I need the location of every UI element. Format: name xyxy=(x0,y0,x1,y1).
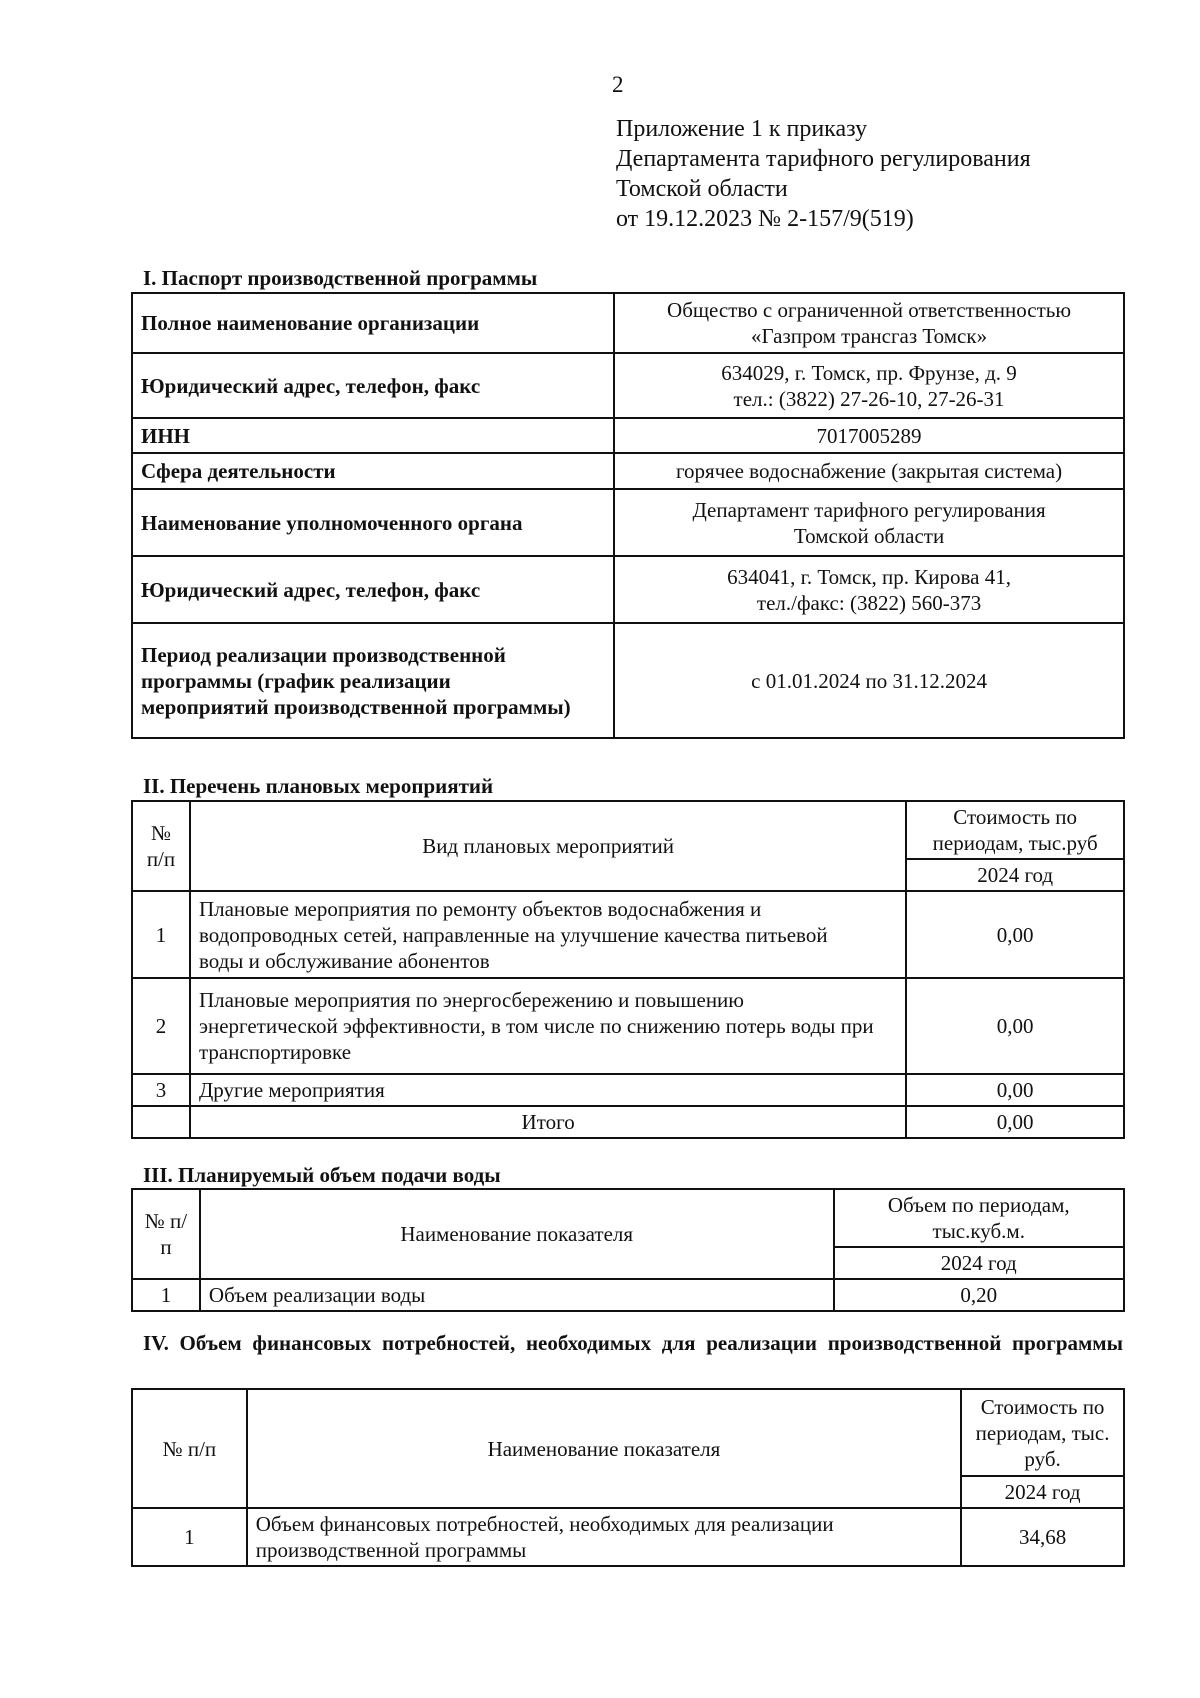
appendix-line: Томской области xyxy=(616,176,788,202)
total-empty xyxy=(132,1106,190,1138)
header-year: 2024 год xyxy=(961,1476,1124,1508)
row-value: 0,00 xyxy=(906,978,1124,1074)
row-name: Плановые мероприятия по ремонту объектов водоснабжения и водопроводных сетей, направленные на улучшение качества питьевой воды и обслуживание абонентов xyxy=(190,891,906,978)
row-value: 634029, г. Томск, пр. Фрунзе, д. 9 тел.: (3822) 27-26-10, 27-26-31 xyxy=(614,353,1124,418)
table-row xyxy=(132,489,1124,556)
total-row xyxy=(132,1106,1124,1138)
table-row xyxy=(132,418,1124,453)
row-label: Юридический адрес, телефон, факс xyxy=(132,556,614,623)
table-row xyxy=(132,293,1124,353)
row-value: Департамент тарифного регулирования Томской области xyxy=(614,489,1124,556)
appendix-header xyxy=(616,114,1031,234)
header-cost: Объем по периодам, тыс.куб.м. xyxy=(834,1189,1125,1247)
row-num: 3 xyxy=(132,1074,190,1106)
header-year: 2024 год xyxy=(834,1247,1125,1279)
table-row xyxy=(132,891,1124,978)
passport-table xyxy=(131,292,1125,739)
table-row xyxy=(132,1508,1124,1566)
row-label: Наименование уполномоченного органа xyxy=(132,489,614,556)
table-header-row xyxy=(132,1189,1124,1247)
row-name: Объем финансовых потребностей, необходимых для реализации производственной программы xyxy=(247,1508,961,1566)
financial-needs-table xyxy=(131,1388,1125,1567)
row-value: 634041, г. Томск, пр. Кирова 41, тел./факс: (3822) 560-373 xyxy=(614,556,1124,623)
row-label: Период реализации производственной программы (график реализации мероприятий производственной программы) xyxy=(132,623,614,738)
header-cost: Стоимость по периодам, тыс.руб xyxy=(906,801,1124,859)
appendix-line: от 19.12.2023 № 2-157/9(519) xyxy=(616,206,914,232)
section-2-title: II. Перечень плановых мероприятий xyxy=(143,774,494,798)
row-name: Другие мероприятия xyxy=(190,1074,906,1106)
row-name: Объем реализации воды xyxy=(200,1279,834,1311)
section-3-title: III. Планируемый объем подачи воды xyxy=(143,1163,501,1187)
row-label: Сфера деятельности xyxy=(132,453,614,489)
section-4-title: IV. Объем финансовых потребностей, необходимых для реализации производственной программы xyxy=(143,1331,1123,1355)
row-value: с 01.01.2024 по 31.12.2024 xyxy=(614,623,1124,738)
header-cost: Стоимость по периодам, тыс. руб. xyxy=(961,1389,1124,1476)
row-label: Юридический адрес, телефон, факс xyxy=(132,353,614,418)
header-num: № п/п xyxy=(132,801,190,891)
section-1-title: I. Паспорт производственной программы xyxy=(143,266,538,290)
table-row xyxy=(132,978,1124,1074)
row-value: 0,00 xyxy=(906,1074,1124,1106)
table-header-row xyxy=(132,1389,1124,1476)
row-num: 2 xyxy=(132,978,190,1074)
row-value: 0,00 xyxy=(906,891,1124,978)
row-label: ИНН xyxy=(132,418,614,453)
header-name: Наименование показателя xyxy=(247,1389,961,1508)
total-value: 0,00 xyxy=(906,1106,1124,1138)
header-name: Вид плановых мероприятий xyxy=(190,801,906,891)
table-row xyxy=(132,453,1124,489)
measures-table xyxy=(131,800,1125,1139)
header-num: № п/п xyxy=(132,1189,200,1279)
table-row xyxy=(132,353,1124,418)
table-row xyxy=(132,623,1124,738)
header-year: 2024 год xyxy=(906,859,1124,891)
row-value: 7017005289 xyxy=(614,418,1124,453)
row-num: 1 xyxy=(132,1279,200,1311)
row-name: Плановые мероприятия по энергосбережению и повышению энергетической эффективности, в том числе по снижению потерь воды при транспортировке xyxy=(190,978,906,1074)
table-row xyxy=(132,1279,1124,1311)
appendix-line: Департамента тарифного регулирования xyxy=(616,146,1031,172)
row-label: Полное наименование организации xyxy=(132,293,614,353)
appendix-line: Приложение 1 к приказу xyxy=(616,116,868,142)
water-volume-table xyxy=(131,1188,1125,1312)
total-label: Итого xyxy=(190,1106,906,1138)
row-num: 1 xyxy=(132,1508,247,1566)
header-num: № п/п xyxy=(132,1389,247,1508)
page-number: 2 xyxy=(612,72,624,97)
table-row xyxy=(132,556,1124,623)
row-value: Общество с ограниченной ответственностью «Газпром трансгаз Томск» xyxy=(614,293,1124,353)
row-value: 34,68 xyxy=(961,1508,1124,1566)
header-name: Наименование показателя xyxy=(200,1189,834,1279)
table-row xyxy=(132,1074,1124,1106)
row-value: 0,20 xyxy=(834,1279,1125,1311)
table-header-row xyxy=(132,801,1124,859)
row-num: 1 xyxy=(132,891,190,978)
row-value: горячее водоснабжение (закрытая система) xyxy=(614,453,1124,489)
